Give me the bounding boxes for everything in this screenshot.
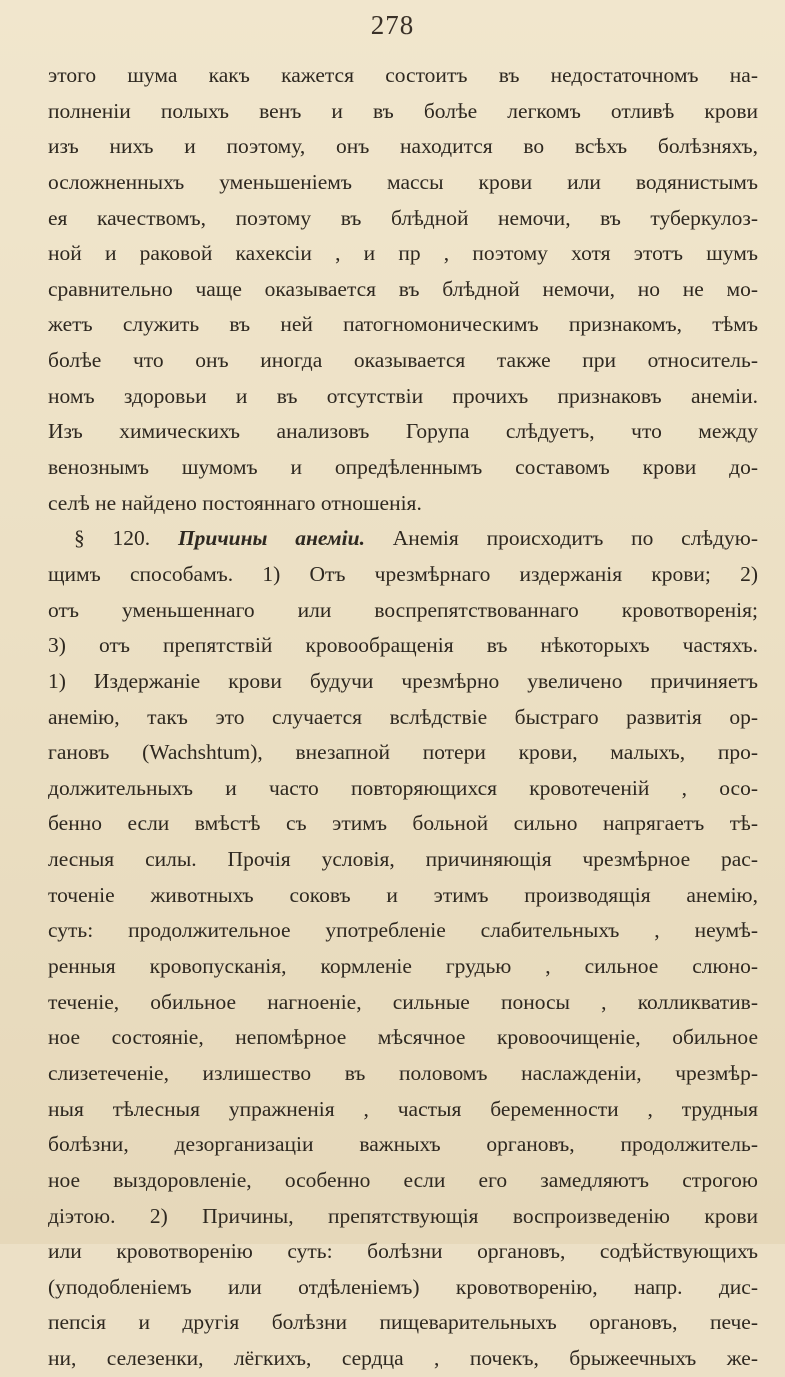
text-line: ной и раковой кахексіи , и пр , поэтому хотя этотъ шумъ bbox=[48, 241, 758, 266]
body-text bbox=[48, 58, 758, 1377]
text-line: полненіи полыхъ венъ и въ болѣе легкомъ отливѣ крови bbox=[48, 98, 758, 123]
section-number: § 120. bbox=[74, 526, 151, 551]
text-line: болѣзни, дезорганизаціи важныхъ органовъ, продолжитель- bbox=[48, 1132, 758, 1157]
text-line: суть: продолжительное употребленіе слабительныхъ , неумѣ- bbox=[48, 918, 758, 943]
text-line: теченіе, обильное нагноеніе, сильные поносы , колликватив- bbox=[48, 989, 758, 1014]
text-line: ея качествомъ, поэтому въ блѣдной немочи, въ туберкулоз- bbox=[48, 205, 758, 230]
text-line: анемію, такъ это случается вслѣдствіе быстраго развитія ор- bbox=[48, 704, 758, 729]
text-line: слизетеченіе, излишество въ половомъ наслажденіи, чрезмѣр- bbox=[48, 1060, 758, 1085]
text-line: ни, селезенки, лёгкихъ, сердца , почекъ, брыжеечныхъ же- bbox=[48, 1346, 758, 1371]
section-first-line-text: Анемія происходитъ по слѣдую- bbox=[392, 526, 758, 551]
text-line: жетъ служить въ ней патогномоническимъ признакомъ, тѣмъ bbox=[48, 312, 758, 337]
text-line: болѣе что онъ иногда оказывается также при относитель- bbox=[48, 348, 758, 373]
text-line: селѣ не найдено постояннаго отношенія. bbox=[48, 490, 422, 515]
text-line: осложненныхъ уменьшеніемъ массы крови или водянистымъ bbox=[48, 169, 758, 194]
text-line: 1) Издержаніе крови будучи чрезмѣрно увеличено причиняетъ bbox=[48, 668, 758, 693]
text-line: пепсія и другія болѣзни пищеварительныхъ органовъ, пече- bbox=[48, 1310, 758, 1335]
page-number: 278 bbox=[370, 10, 415, 40]
text-line: номъ здоровьи и въ отсутствіи прочихъ признаковъ анеміи. bbox=[48, 383, 758, 408]
text-line: 3) отъ препятствій кровообращенія въ нѣкоторыхъ частяхъ. bbox=[48, 633, 758, 658]
text-line: ное состояніе, непомѣрное мѣсячное кровоочищеніе, обильное bbox=[48, 1025, 758, 1050]
section-first-line bbox=[48, 521, 758, 557]
text-line: ныя тѣлесныя упражненія , частыя беременности , трудныя bbox=[48, 1096, 758, 1121]
text-line: Изъ химическихъ анализовъ Горупа слѣдуетъ, что между bbox=[48, 419, 758, 444]
text-line: должительныхъ и часто повторяющихся кровотеченій , осо- bbox=[48, 775, 758, 800]
text-line: (уподобленіемъ или отдѣленіемъ) кровотворенію, напр. дис- bbox=[48, 1274, 758, 1299]
text-line: точеніе животныхъ соковъ и этимъ производящія анемію, bbox=[48, 882, 758, 907]
text-line: ренныя кровопусканія, кормленіе грудью , сильное слюно- bbox=[48, 954, 758, 979]
text-line: щимъ способамъ. 1) Отъ чрезмѣрнаго издержанія крови; 2) bbox=[48, 561, 758, 586]
text-line: отъ уменьшеннаго или воспрепятствованнаго кровотворенія; bbox=[48, 597, 758, 622]
text-line: ное выздоровленіе, особенно если его замедляютъ строгою bbox=[48, 1167, 758, 1192]
text-line: лесныя силы. Прочія условія, причиняющія чрезмѣрное рас- bbox=[48, 847, 758, 872]
text-line: діэтою. 2) Причины, препятствующія воспроизведенію крови bbox=[48, 1203, 758, 1228]
text-line: изъ нихъ и поэтому, онъ находится во всѣхъ болѣзняхъ, bbox=[48, 134, 758, 159]
text-line: бенно если вмѣстѣ съ этимъ больной сильно напрягаетъ тѣ- bbox=[48, 811, 758, 836]
text-line: сравнительно чаще оказывается въ блѣдной немочи, но не мо- bbox=[48, 276, 758, 301]
text-line: или кровотворенію суть: болѣзни органовъ, содѣйствующихъ bbox=[48, 1239, 758, 1264]
text-line: гановъ (Wachshtum), внезапной потери крови, малыхъ, про- bbox=[48, 740, 758, 765]
text-line: этого шума какъ кажется состоитъ въ недостаточномъ на- bbox=[48, 63, 758, 87]
section-heading: Причины анеміи. bbox=[177, 526, 365, 551]
text-line: венознымъ шумомъ и опредѣленнымъ составомъ крови до- bbox=[48, 455, 758, 480]
